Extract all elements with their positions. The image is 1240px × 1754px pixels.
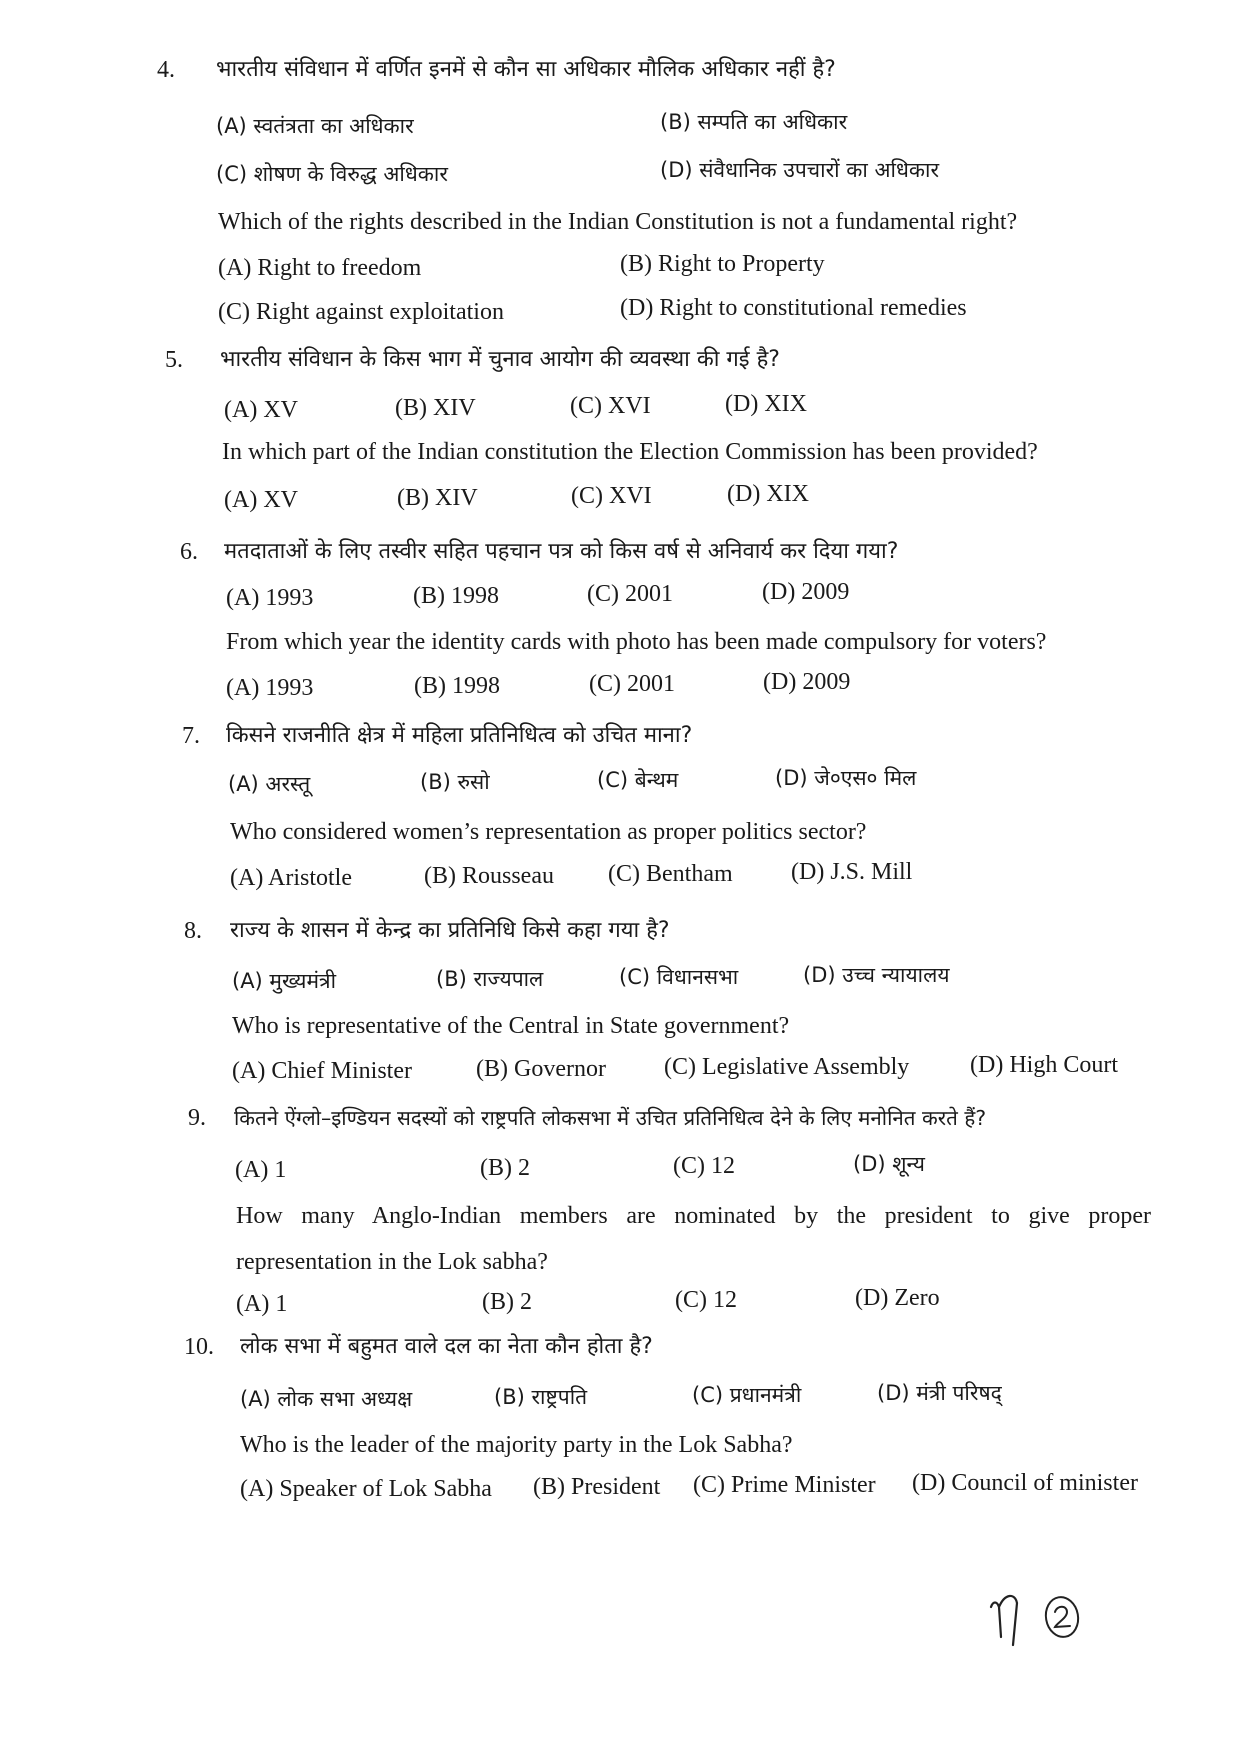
option-a-hindi: (A) 1993 [226, 585, 314, 611]
option-d-english: (D) Zero [855, 1285, 940, 1311]
question-text-english: From which year the identity cards with photo has been made compulsory for voters? [226, 629, 1047, 655]
question-number: 10. [184, 1334, 214, 1360]
option-d-english: (D) Council of minister [912, 1470, 1138, 1496]
option-d-hindi: (D) 2009 [762, 579, 850, 605]
option-a-english: (A) Aristotle [230, 865, 352, 891]
question-9 [0, 1094, 1240, 1317]
option-c-hindi: (C) 12 [673, 1153, 735, 1179]
option-c-hindi: (C) बेन्थम [597, 768, 679, 792]
option-c-hindi: (C) शोषण के विरुद्ध अधिकार [216, 162, 448, 186]
option-b-hindi: (B) 2 [480, 1155, 530, 1181]
option-d-hindi: (D) उच्च न्यायालय [803, 963, 950, 987]
option-b-english: (B) Rousseau [424, 863, 554, 889]
option-d-hindi: (D) जे०एस० मिल [775, 766, 917, 790]
option-d-hindi: (D) XIX [725, 391, 807, 417]
question-text-english-line1: How many Anglo-Indian members are nominated by the president to give proper [236, 1203, 1151, 1229]
option-a-english: (A) Speaker of Lok Sabha [240, 1476, 492, 1502]
option-d-english: (D) XIX [727, 481, 809, 507]
question-text-hindi: भारतीय संविधान के किस भाग में चुनाव आयोग की व्यवस्था की गई है? [220, 347, 780, 372]
option-b-english: (B) 2 [482, 1289, 532, 1315]
question-text-hindi: राज्य के शासन में केन्द्र का प्रतिनिधि किसे कहा गया है? [230, 918, 670, 943]
question-text-english-line2: representation in the Lok sabha? [236, 1249, 548, 1275]
question-text-english: Which of the rights described in the Indian Constitution is not a fundamental right? [218, 209, 1018, 235]
option-b-english: (B) Right to Property [620, 251, 825, 277]
option-d-english: (D) High Court [970, 1052, 1118, 1078]
question-number: 4. [157, 57, 175, 83]
option-a-hindi: (A) 1 [235, 1157, 287, 1183]
question-text-hindi: कितने ऐंग्लो–इण्डियन सदस्यों को राष्ट्रपति लोकसभा में उचित प्रतिनिधित्व देने के लिए मनोनित करते हैं? [234, 1106, 987, 1130]
question-8 [0, 907, 1240, 1084]
option-c-english: (C) Bentham [608, 861, 733, 887]
option-c-english: (C) 2001 [589, 671, 675, 697]
option-b-hindi: (B) राज्यपाल [436, 967, 544, 991]
option-b-english: (B) President [533, 1474, 661, 1500]
option-b-hindi: (B) राष्ट्रपति [494, 1385, 588, 1409]
option-c-hindi: (C) प्रधानमंत्री [692, 1383, 802, 1407]
option-b-hindi: (B) XIV [395, 395, 476, 421]
option-d-english: (D) J.S. Mill [791, 859, 913, 885]
option-c-english: (C) Prime Minister [693, 1472, 876, 1498]
option-a-english: (A) XV [224, 487, 298, 513]
option-a-english: (A) 1 [236, 1291, 288, 1317]
question-7 [0, 712, 1240, 891]
question-10 [0, 1323, 1240, 1502]
option-a-hindi: (A) अरस्तू [228, 772, 311, 796]
option-c-english: (C) 12 [675, 1287, 737, 1313]
option-a-english: (A) Right to freedom [218, 255, 422, 281]
option-b-hindi: (B) 1998 [413, 583, 499, 609]
question-number: 5. [165, 347, 183, 373]
question-text-hindi: लोक सभा में बहुमत वाले दल का नेता कौन होता है? [240, 1334, 653, 1359]
question-number: 6. [180, 539, 198, 565]
handwritten-page-mark [985, 1585, 1095, 1655]
question-number: 7. [182, 723, 200, 749]
option-d-english: (D) Right to constitutional remedies [620, 295, 967, 321]
option-a-hindi: (A) स्वतंत्रता का अधिकार [216, 114, 414, 138]
option-a-hindi: (A) लोक सभा अध्यक्ष [240, 1387, 413, 1411]
option-c-english: (C) XVI [571, 483, 652, 509]
option-d-hindi: (D) संवैधानिक उपचारों का अधिकार [660, 158, 940, 182]
option-c-english: (C) Right against exploitation [218, 299, 504, 325]
option-d-english: (D) 2009 [763, 669, 851, 695]
option-c-hindi: (C) 2001 [587, 581, 673, 607]
option-b-english: (B) 1998 [414, 673, 500, 699]
option-a-hindi: (A) XV [224, 397, 298, 423]
question-6 [0, 528, 1240, 701]
question-text-hindi: किसने राजनीति क्षेत्र में महिला प्रतिनिधित्व को उचित माना? [226, 723, 693, 748]
question-number: 8. [184, 918, 202, 944]
option-b-english: (B) XIV [397, 485, 478, 511]
question-text-hindi: भारतीय संविधान में वर्णित इनमें से कौन सा अधिकार मौलिक अधिकार नहीं है? [216, 57, 836, 82]
option-b-english: (B) Governor [476, 1056, 606, 1082]
option-b-hindi: (B) सम्पति का अधिकार [660, 110, 848, 134]
option-a-english: (A) 1993 [226, 675, 314, 701]
option-a-english: (A) Chief Minister [232, 1058, 412, 1084]
question-text-hindi: मतदाताओं के लिए तस्वीर सहित पहचान पत्र को किस वर्ष से अनिवार्य कर दिया गया? [224, 539, 899, 564]
option-c-hindi: (C) XVI [570, 393, 651, 419]
option-b-hindi: (B) रुसो [420, 770, 490, 794]
option-a-hindi: (A) मुख्यमंत्री [232, 969, 337, 993]
question-text-english: In which part of the Indian constitution the Election Commission has been provided? [222, 439, 1038, 465]
question-number: 9. [188, 1105, 206, 1131]
question-text-english: Who is representative of the Central in State government? [232, 1013, 790, 1039]
option-d-hindi: (D) शून्य [853, 1152, 925, 1176]
question-text-english: Who considered women’s representation as proper politics sector? [230, 819, 867, 845]
option-d-hindi: (D) मंत्री परिषद् [877, 1381, 1002, 1405]
question-text-english: Who is the leader of the majority party in the Lok Sabha? [240, 1432, 793, 1458]
question-5 [0, 336, 1240, 513]
option-c-hindi: (C) विधानसभा [619, 965, 739, 989]
question-4 [0, 46, 1240, 325]
option-c-english: (C) Legislative Assembly [664, 1054, 910, 1080]
